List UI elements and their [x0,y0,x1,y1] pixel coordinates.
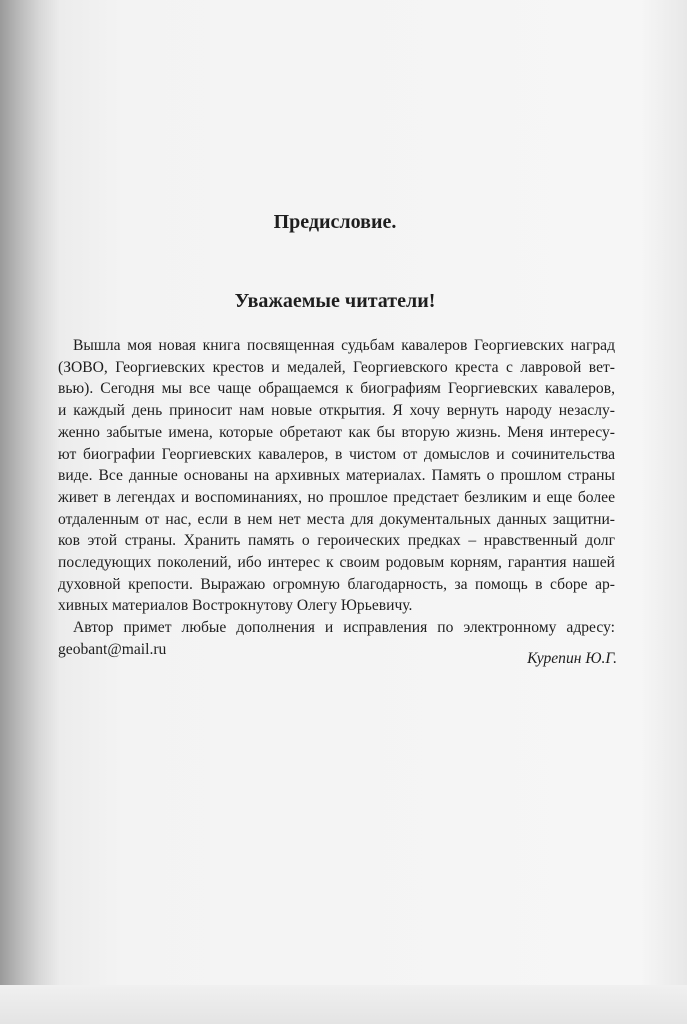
text-line: Автор примет любые дополнения и исправления по электронному адресу: [73,619,615,637]
text-line: вью). Сегодня мы все чаще обращаемся к биографиям Георгиевских кавалеров, [58,380,615,398]
author-signature: Курепин Ю.Г. [527,650,617,667]
text-line: последующих поколений, ибо интерес к своим родовым корням, гарантия нашей [58,554,615,572]
text-line: духовной крепости. Выражаю огромную благодарность, за помощь в сборе ар- [58,575,615,593]
page-bottom-edge [0,985,687,1024]
text-line: geobant@mail.ru [58,640,167,658]
text-line: виде. Все данные основаны на архивных материалах. Память о прошлом страны [58,467,615,485]
text-line: отдаленным от нас, если в нем нет места для документальных данных защитни- [58,510,615,528]
text-line: живет в легендах и воспоминаниях, но прошлое предстает безликим и еще более [58,488,615,506]
page-subtitle: Уважаемые читатели! [234,290,436,312]
text-line: ют биографии Георгиевских кавалеров, в чистом от домыслов и сочинительства [58,445,615,463]
text-line: хивных материалов Вострокнутову Олегу Юрьевичу. [58,597,413,615]
body-text [58,335,615,661]
text-line: женно забытые имена, которые обретают как бы вторую жизнь. Меня интересу- [58,423,615,441]
text-line: и каждый день приносит нам новые открытия. Я хочу вернуть народу незаслу- [58,402,615,420]
text-line: (ЗОВО, Георгиевских крестов и медалей, Георгиевского креста с лавровой вет- [58,358,615,376]
page-title: Предисловие. [273,211,397,233]
text-line: Вышла моя новая книга посвященная судьбам кавалеров Георгиевских наград [73,337,615,354]
text-line: ков этой страны. Хранить память о героических предках – нравственный долг [58,532,615,550]
